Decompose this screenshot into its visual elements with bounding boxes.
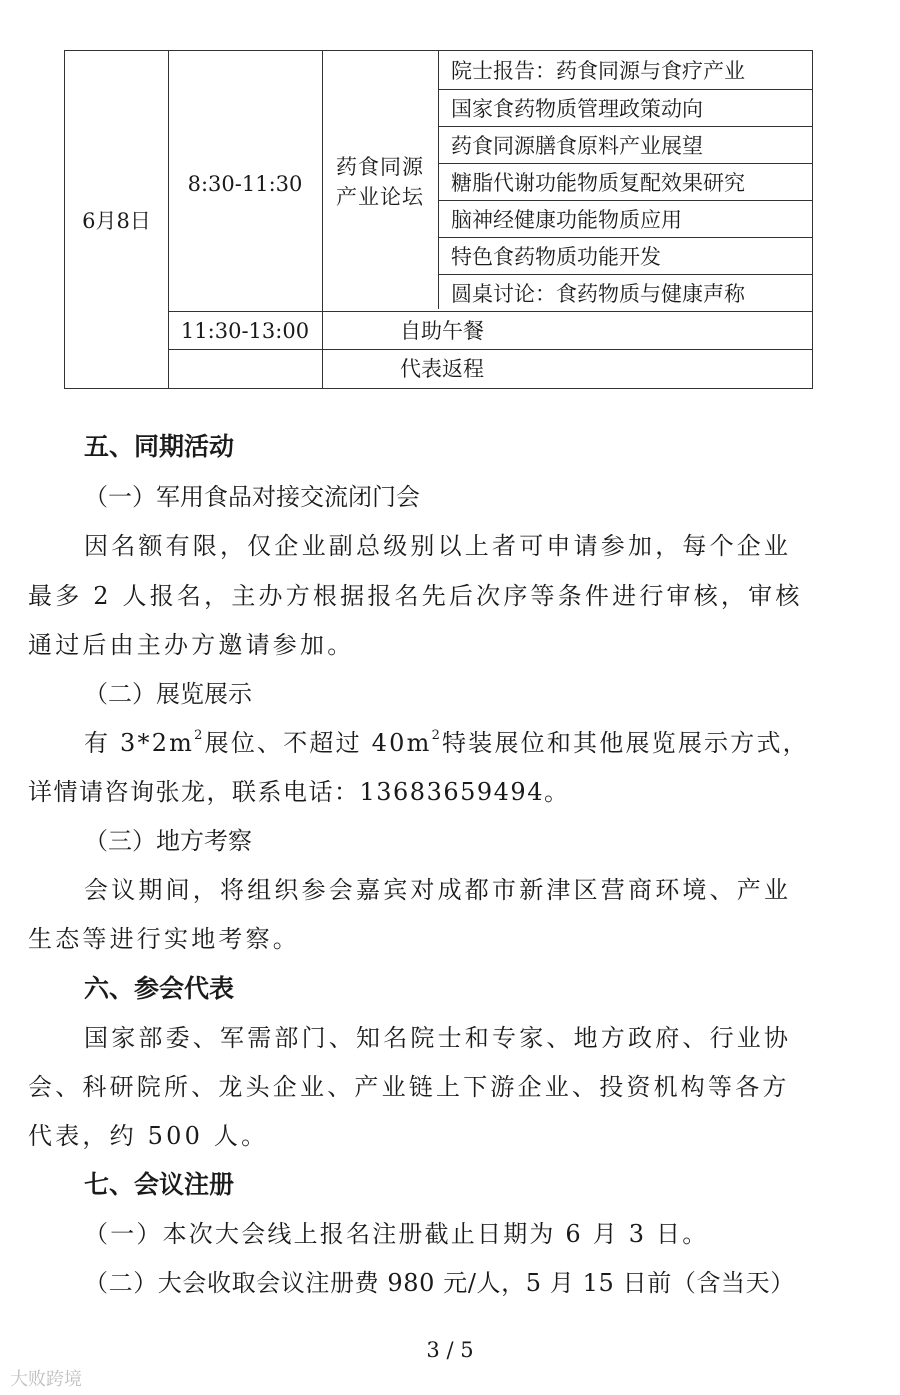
- talk-item: 糖脂代谢功能物质复配效果研究: [451, 171, 745, 195]
- subsection-heading: （三）地方考察: [84, 827, 252, 855]
- subsection-heading: （一）军用食品对接交流闭门会: [84, 483, 420, 511]
- forum-title-line1: 药食同源: [336, 155, 424, 179]
- paragraph-line: 通过后由主办方邀请参加。: [28, 631, 355, 659]
- session-time: 8:30-11:30: [187, 172, 303, 196]
- schedule-table: [64, 50, 813, 389]
- paragraph-line: 会、科研院所、龙头企业、产业链上下游企业、投资机构等各方: [28, 1073, 790, 1101]
- paragraph-line: 因名额有限，仅企业副总级别以上者可申请参加，每个企业: [84, 532, 792, 560]
- table-divider: [168, 349, 812, 350]
- section-heading: 五、同期活动: [84, 432, 235, 461]
- schedule-date: 6月8日: [82, 209, 151, 233]
- talk-item: 脑神经健康功能物质应用: [451, 208, 682, 232]
- paragraph-line: （二）大会收取会议注册费 980 元/人，5 月 15 日前（含当天）: [84, 1269, 795, 1297]
- paragraph-line: 最多 2 人报名，主办方根据报名先后次序等条件进行审核，审核: [28, 582, 803, 610]
- lunch-time: 11:30-13:00: [180, 319, 310, 343]
- section-heading: 六、参会代表: [84, 974, 235, 1003]
- talk-item: 院士报告：药食同源与食疗产业: [451, 59, 745, 83]
- talk-item: 特色食药物质功能开发: [451, 245, 661, 269]
- subsection-heading: （二）展览展示: [84, 680, 252, 708]
- paragraph-line: 生态等进行实地考察。: [28, 925, 300, 953]
- section-heading: 七、会议注册: [84, 1170, 235, 1199]
- paragraph-line: 国家部委、军需部门、知名院士和专家、地方政府、行业协: [84, 1024, 792, 1052]
- page-number: 3 / 5: [426, 1338, 474, 1362]
- paragraph-line: 会议期间，将组织参会嘉宾对成都市新津区营商环境、产业: [84, 876, 792, 904]
- paragraph-line: 代表，约 500 人。: [28, 1122, 269, 1150]
- talk-item: 药食同源膳食原料产业展望: [451, 134, 703, 158]
- return-label: 代表返程: [400, 357, 484, 381]
- forum-title-line2: 产业论坛: [336, 185, 424, 209]
- talk-item: 圆桌讨论：食药物质与健康声称: [451, 282, 745, 306]
- table-divider: [438, 89, 812, 90]
- lunch-label: 自助午餐: [400, 319, 484, 343]
- talk-item: 国家食药物质管理政策动向: [451, 97, 703, 121]
- paragraph-line: 有 $3*2m^2$展位、不超过 $40m^2$特装展位和其他展览展示方式，: [84, 728, 809, 757]
- watermark-text: 大败跨境: [10, 1369, 82, 1390]
- paragraph-line: （一）本次大会线上报名注册截止日期为 6 月 3 日。: [84, 1220, 709, 1248]
- paragraph-line: 详情请咨询张龙，联系电话：13683659494。: [28, 778, 570, 806]
